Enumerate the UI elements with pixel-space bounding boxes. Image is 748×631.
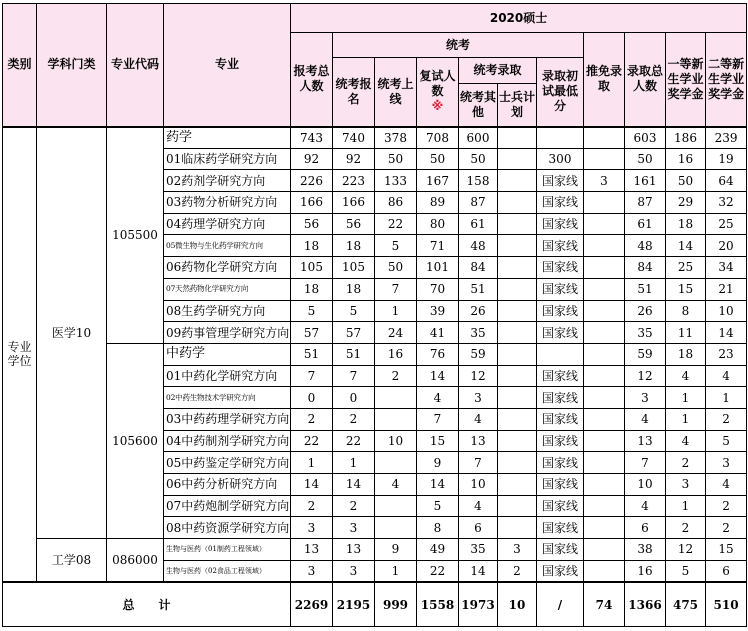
- cell-u_apply: 0: [333, 387, 375, 409]
- cell-soldier: [498, 430, 537, 452]
- major-name: 06药物化学研究方向: [164, 257, 291, 279]
- cell-min: 国家线: [537, 560, 584, 582]
- major-name: 09药事管理学研究方向: [164, 322, 291, 344]
- header-admit-total: 录取总人数: [625, 33, 666, 127]
- cell-s2: 64: [706, 170, 747, 192]
- cell-s2: 19: [706, 148, 747, 170]
- cell-u_apply: 166: [333, 192, 375, 214]
- cell-s1: 3: [666, 474, 706, 496]
- cell-u_apply: 1: [333, 452, 375, 474]
- cell-admit: 16: [625, 560, 666, 582]
- cell-apply: 56: [291, 213, 333, 235]
- cell-min: 国家线: [537, 170, 584, 192]
- cell-retest: 89: [417, 192, 459, 214]
- cell-retest: 70: [417, 278, 459, 300]
- cell-u_line: 133: [375, 170, 417, 192]
- cell-s1: 29: [666, 192, 706, 214]
- cell-u_line: [375, 408, 417, 430]
- header-scholarship-second: 二等新生学业奖学金: [706, 33, 747, 127]
- cell-u_line: 5: [375, 235, 417, 257]
- cell-s1: 14: [666, 235, 706, 257]
- cell-soldier: [498, 387, 537, 409]
- cell-s2: 25: [706, 213, 747, 235]
- cell-s1: 1: [666, 408, 706, 430]
- cell-u_apply: 2: [333, 408, 375, 430]
- major-name: 07中药炮制学研究方向: [164, 495, 291, 517]
- table-body: [3, 4, 747, 627]
- cell-soldier: [498, 452, 537, 474]
- cell-u_line: 50: [375, 148, 417, 170]
- total-min: /: [537, 582, 584, 627]
- cell-s1: 4: [666, 430, 706, 452]
- cell-exempt: [584, 300, 625, 322]
- total-u_apply: 2195: [333, 582, 375, 627]
- cell-s2: 23: [706, 343, 747, 365]
- cell-u_line: [375, 517, 417, 539]
- cell-other: 4: [459, 408, 498, 430]
- cell-s1: 18: [666, 343, 706, 365]
- cell-admit: 87: [625, 192, 666, 214]
- cell-u_line: 86: [375, 192, 417, 214]
- cell-other: 14: [459, 560, 498, 582]
- cell-other: 158: [459, 170, 498, 192]
- cell-s1: 5: [666, 560, 706, 582]
- cell-apply: 743: [291, 127, 333, 149]
- cell-soldier: [498, 474, 537, 496]
- table-row: [3, 127, 747, 149]
- cell-admit: 61: [625, 213, 666, 235]
- cell-retest: 101: [417, 257, 459, 279]
- cell-min: 国家线: [537, 257, 584, 279]
- cell-other: 7: [459, 452, 498, 474]
- cell-apply: 3: [291, 517, 333, 539]
- cell-admit: 35: [625, 322, 666, 344]
- cell-u_line: 9: [375, 539, 417, 561]
- cell-min: [537, 343, 584, 365]
- cell-soldier: [498, 192, 537, 214]
- cell-soldier: [498, 365, 537, 387]
- cell-s2: 32: [706, 192, 747, 214]
- cell-apply: 92: [291, 148, 333, 170]
- cell-u_apply: 18: [333, 278, 375, 300]
- cell-exempt: [584, 452, 625, 474]
- cell-s2: 2: [706, 517, 747, 539]
- cell-other: 61: [459, 213, 498, 235]
- cell-apply: 7: [291, 365, 333, 387]
- discipline-engineering: 工学08: [37, 539, 107, 582]
- category-cell: 专业学位: [3, 127, 37, 582]
- header-applicants-total: 报考总人数: [291, 33, 333, 127]
- cell-exempt: [584, 213, 625, 235]
- cell-min: 国家线: [537, 278, 584, 300]
- cell-admit: 161: [625, 170, 666, 192]
- cell-min: 国家线: [537, 387, 584, 409]
- total-s2: 510: [706, 582, 747, 627]
- major-name: 01临床药学研究方向: [164, 148, 291, 170]
- cell-other: 6: [459, 517, 498, 539]
- cell-u_apply: 51: [333, 343, 375, 365]
- cell-u_apply: 13: [333, 539, 375, 561]
- cell-s1: 186: [666, 127, 706, 149]
- cell-other: 51: [459, 278, 498, 300]
- cell-s1: 18: [666, 213, 706, 235]
- header-category: 类别: [3, 4, 37, 127]
- cell-apply: 2: [291, 495, 333, 517]
- cell-u_line: [375, 452, 417, 474]
- cell-s2: 5: [706, 430, 747, 452]
- cell-s2: 4: [706, 365, 747, 387]
- cell-u_line: 50: [375, 257, 417, 279]
- cell-soldier: [498, 278, 537, 300]
- cell-exempt: [584, 322, 625, 344]
- major-name: 中药学: [164, 343, 291, 365]
- cell-retest: 7: [417, 408, 459, 430]
- major-name: 05中药鉴定学研究方向: [164, 452, 291, 474]
- major-name: 药学: [164, 127, 291, 149]
- cell-s2: 10: [706, 300, 747, 322]
- cell-soldier: [498, 343, 537, 365]
- total-exempt: 74: [584, 582, 625, 627]
- cell-admit: 6: [625, 517, 666, 539]
- cell-u_apply: 56: [333, 213, 375, 235]
- cell-soldier: [498, 257, 537, 279]
- total-s1: 475: [666, 582, 706, 627]
- table-row: [3, 539, 747, 561]
- major-name: 07天然药物化学研究方向: [164, 278, 291, 300]
- cell-exempt: [584, 148, 625, 170]
- cell-min: 国家线: [537, 365, 584, 387]
- cell-other: 50: [459, 148, 498, 170]
- cell-u_apply: 3: [333, 517, 375, 539]
- cell-soldier: [498, 517, 537, 539]
- header-unified-applied: 统考报名: [333, 58, 375, 127]
- cell-u_line: 1: [375, 300, 417, 322]
- cell-s1: 16: [666, 148, 706, 170]
- cell-s2: 2: [706, 408, 747, 430]
- cell-s2: 4: [706, 474, 747, 496]
- total-label: 总 计: [3, 582, 291, 627]
- cell-apply: 0: [291, 387, 333, 409]
- cell-apply: 18: [291, 235, 333, 257]
- cell-u_apply: 22: [333, 430, 375, 452]
- header-retest-label: 复试人数: [419, 69, 456, 99]
- cell-soldier: [498, 408, 537, 430]
- cell-s1: 12: [666, 539, 706, 561]
- total-soldier: 10: [498, 582, 537, 627]
- cell-retest: 71: [417, 235, 459, 257]
- header-major: 专业: [164, 4, 291, 127]
- cell-admit: 3: [625, 387, 666, 409]
- cell-admit: 12: [625, 365, 666, 387]
- cell-exempt: [584, 192, 625, 214]
- cell-apply: 1: [291, 452, 333, 474]
- cell-u_apply: 223: [333, 170, 375, 192]
- cell-min: 国家线: [537, 495, 584, 517]
- cell-s2: 20: [706, 235, 747, 257]
- cell-retest: 14: [417, 365, 459, 387]
- header-unified-qualified: 统考上线: [375, 58, 417, 127]
- cell-exempt: 3: [584, 170, 625, 192]
- cell-exempt: [584, 365, 625, 387]
- cell-s1: 4: [666, 365, 706, 387]
- cell-apply: 13: [291, 539, 333, 561]
- cell-u_line: 22: [375, 213, 417, 235]
- major-name: 02药剂学研究方向: [164, 170, 291, 192]
- cell-s1: 2: [666, 517, 706, 539]
- cell-admit: 48: [625, 235, 666, 257]
- cell-min: 国家线: [537, 322, 584, 344]
- cell-soldier: [498, 495, 537, 517]
- cell-other: 48: [459, 235, 498, 257]
- cell-s1: 1: [666, 387, 706, 409]
- cell-s2: 3: [706, 452, 747, 474]
- cell-u_apply: 14: [333, 474, 375, 496]
- total-u_line: 999: [375, 582, 417, 627]
- cell-min: 国家线: [537, 408, 584, 430]
- cell-s2: 239: [706, 127, 747, 149]
- cell-other: 10: [459, 474, 498, 496]
- cell-u_line: 7: [375, 278, 417, 300]
- cell-min: 国家线: [537, 213, 584, 235]
- cell-u_line: 1: [375, 560, 417, 582]
- cell-u_line: 2: [375, 365, 417, 387]
- cell-other: 26: [459, 300, 498, 322]
- cell-soldier: 2: [498, 560, 537, 582]
- code-105500: 105500: [107, 127, 164, 344]
- cell-retest: 39: [417, 300, 459, 322]
- cell-min: 国家线: [537, 235, 584, 257]
- cell-s2: 14: [706, 322, 747, 344]
- cell-soldier: [498, 170, 537, 192]
- cell-other: 87: [459, 192, 498, 214]
- cell-exempt: [584, 430, 625, 452]
- cell-u_apply: 18: [333, 235, 375, 257]
- cell-other: 35: [459, 539, 498, 561]
- cell-other: 600: [459, 127, 498, 149]
- header-unified-exam: 统考: [333, 33, 584, 58]
- code-086000: 086000: [107, 539, 164, 582]
- cell-admit: 7: [625, 452, 666, 474]
- cell-soldier: [498, 300, 537, 322]
- cell-exempt: [584, 278, 625, 300]
- cell-retest: 9: [417, 452, 459, 474]
- cell-apply: 3: [291, 560, 333, 582]
- major-name: 生物与医药（01制药工程领域）: [164, 539, 291, 561]
- cell-min: 国家线: [537, 430, 584, 452]
- cell-apply: 22: [291, 430, 333, 452]
- cell-exempt: [584, 539, 625, 561]
- cell-apply: 166: [291, 192, 333, 214]
- total-apply: 2269: [291, 582, 333, 627]
- cell-apply: 5: [291, 300, 333, 322]
- header-code: 专业代码: [107, 4, 164, 127]
- cell-apply: 51: [291, 343, 333, 365]
- cell-retest: 22: [417, 560, 459, 582]
- header-unified-admit: 统考录取: [459, 58, 537, 84]
- cell-admit: 4: [625, 495, 666, 517]
- header-unified-admit-other: 统考其他: [459, 84, 498, 127]
- major-name: 06中药分析研究方向: [164, 474, 291, 496]
- cell-s1: 50: [666, 170, 706, 192]
- header-discipline: 学科门类: [37, 4, 107, 127]
- cell-s1: 1: [666, 495, 706, 517]
- total-admit: 1366: [625, 582, 666, 627]
- discipline-medicine: 医学10: [37, 127, 107, 539]
- cell-admit: 4: [625, 408, 666, 430]
- cell-min: 国家线: [537, 300, 584, 322]
- cell-soldier: [498, 127, 537, 149]
- cell-other: 12: [459, 365, 498, 387]
- cell-min: 国家线: [537, 517, 584, 539]
- major-name: 04药理学研究方向: [164, 213, 291, 235]
- cell-retest: 14: [417, 474, 459, 496]
- cell-u_apply: 5: [333, 300, 375, 322]
- cell-soldier: [498, 213, 537, 235]
- header-retest-count: [417, 58, 459, 127]
- cell-soldier: [498, 235, 537, 257]
- cell-apply: 105: [291, 257, 333, 279]
- major-name: 生物与医药（02食品工程领域）: [164, 560, 291, 582]
- header-unified-admit-soldier: 士兵计划: [498, 84, 537, 127]
- cell-exempt: [584, 517, 625, 539]
- cell-exempt: [584, 257, 625, 279]
- cell-other: 4: [459, 495, 498, 517]
- header-scholarship-first: 一等新生学业奖学金: [666, 33, 706, 127]
- cell-s2: 34: [706, 257, 747, 279]
- cell-retest: 80: [417, 213, 459, 235]
- cell-s2: 2: [706, 495, 747, 517]
- cell-retest: 76: [417, 343, 459, 365]
- admission-statistics-table-container: [2, 3, 746, 629]
- cell-s1: 2: [666, 452, 706, 474]
- cell-u_apply: 740: [333, 127, 375, 149]
- cell-retest: 4: [417, 387, 459, 409]
- cell-min: 国家线: [537, 192, 584, 214]
- cell-u_line: 4: [375, 474, 417, 496]
- cell-retest: 708: [417, 127, 459, 149]
- cell-s1: 25: [666, 257, 706, 279]
- cell-exempt: [584, 127, 625, 149]
- cell-min: 300: [537, 148, 584, 170]
- major-name: 02中药生物技术学研究方向: [164, 387, 291, 409]
- cell-retest: 49: [417, 539, 459, 561]
- cell-min: 国家线: [537, 539, 584, 561]
- cell-apply: 226: [291, 170, 333, 192]
- cell-other: 35: [459, 322, 498, 344]
- cell-admit: 10: [625, 474, 666, 496]
- cell-u_line: [375, 495, 417, 517]
- total-retest: 1558: [417, 582, 459, 627]
- admission-statistics-table: [2, 3, 747, 627]
- cell-admit: 50: [625, 148, 666, 170]
- cell-u_apply: 57: [333, 322, 375, 344]
- cell-exempt: [584, 408, 625, 430]
- cell-soldier: [498, 148, 537, 170]
- cell-admit: 84: [625, 257, 666, 279]
- cell-other: 3: [459, 387, 498, 409]
- cell-retest: 50: [417, 148, 459, 170]
- cell-exempt: [584, 235, 625, 257]
- cell-s2: 15: [706, 539, 747, 561]
- cell-retest: 5: [417, 495, 459, 517]
- major-name: 05微生物与生化药学研究方向: [164, 235, 291, 257]
- cell-min: 国家线: [537, 474, 584, 496]
- cell-u_apply: 3: [333, 560, 375, 582]
- major-name: 08生药学研究方向: [164, 300, 291, 322]
- cell-u_line: 16: [375, 343, 417, 365]
- major-name: 01中药化学研究方向: [164, 365, 291, 387]
- code-105600: 105600: [107, 343, 164, 538]
- cell-other: 13: [459, 430, 498, 452]
- cell-admit: 59: [625, 343, 666, 365]
- cell-retest: 8: [417, 517, 459, 539]
- cell-u_apply: 105: [333, 257, 375, 279]
- cell-retest: 15: [417, 430, 459, 452]
- cell-apply: 18: [291, 278, 333, 300]
- major-name: 08中药资源学研究方向: [164, 517, 291, 539]
- major-name: 03中药药理学研究方向: [164, 408, 291, 430]
- cell-u_line: [375, 387, 417, 409]
- cell-admit: 13: [625, 430, 666, 452]
- cell-admit: 38: [625, 539, 666, 561]
- cell-u_line: 24: [375, 322, 417, 344]
- cell-u_line: 10: [375, 430, 417, 452]
- cell-retest: 41: [417, 322, 459, 344]
- cell-s1: 15: [666, 278, 706, 300]
- cell-retest: 167: [417, 170, 459, 192]
- header-2020-master: 2020硕士: [291, 4, 747, 33]
- cell-exempt: [584, 495, 625, 517]
- cell-s2: 6: [706, 560, 747, 582]
- cell-soldier: [498, 322, 537, 344]
- cell-other: 84: [459, 257, 498, 279]
- cell-admit: 51: [625, 278, 666, 300]
- cell-admit: 26: [625, 300, 666, 322]
- major-name: 04中药制剂学研究方向: [164, 430, 291, 452]
- header-min-score: 录取初试最低分: [537, 58, 584, 127]
- cell-s2: 1: [706, 387, 747, 409]
- cell-other: 59: [459, 343, 498, 365]
- cell-u_line: 378: [375, 127, 417, 149]
- cell-s1: 11: [666, 322, 706, 344]
- total-row: [3, 582, 747, 627]
- cell-s1: 8: [666, 300, 706, 322]
- cell-soldier: 3: [498, 539, 537, 561]
- cell-s2: 21: [706, 278, 747, 300]
- cell-apply: 2: [291, 408, 333, 430]
- cell-apply: 57: [291, 322, 333, 344]
- cell-u_apply: 92: [333, 148, 375, 170]
- header-retest-mark: ※: [431, 99, 444, 114]
- cell-exempt: [584, 560, 625, 582]
- header-exempt-admit: 推免录取: [584, 33, 625, 127]
- total-other: 1973: [459, 582, 498, 627]
- cell-apply: 14: [291, 474, 333, 496]
- cell-min: [537, 127, 584, 149]
- cell-exempt: [584, 474, 625, 496]
- cell-admit: 603: [625, 127, 666, 149]
- table-row: [3, 343, 747, 365]
- major-name: 03药物分析研究方向: [164, 192, 291, 214]
- cell-u_apply: 7: [333, 365, 375, 387]
- cell-u_apply: 2: [333, 495, 375, 517]
- cell-min: 国家线: [537, 452, 584, 474]
- cell-exempt: [584, 387, 625, 409]
- cell-exempt: [584, 343, 625, 365]
